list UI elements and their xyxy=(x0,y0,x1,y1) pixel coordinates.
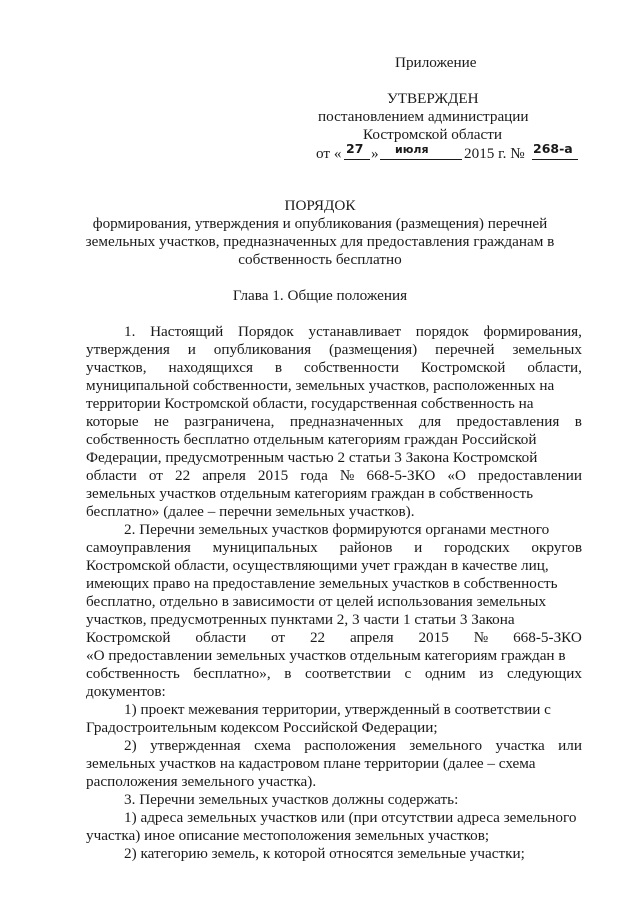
word: № xyxy=(339,467,355,484)
date-month: июля xyxy=(395,143,429,156)
word: области xyxy=(86,467,137,484)
word: от xyxy=(148,467,163,484)
word: 2015 xyxy=(418,629,449,646)
document-heading: ПОРЯДОК xyxy=(284,197,356,214)
subtitle-line-2: земельных участков, предназначенных для предоставления гражданам в xyxy=(85,233,555,250)
word: муниципальных xyxy=(212,539,318,556)
word: находящихся xyxy=(168,359,253,376)
word: не xyxy=(153,413,169,430)
word: городских xyxy=(443,539,510,556)
resolution-line-1: постановлением администрации xyxy=(318,108,529,125)
p2-line-7 xyxy=(86,629,582,647)
word: (размещения) xyxy=(328,341,418,358)
word: Порядок xyxy=(237,323,294,340)
date-month-underline xyxy=(380,159,462,160)
word: 668-5-ЗКО xyxy=(513,629,582,646)
word: или xyxy=(558,737,582,754)
word: года xyxy=(300,467,328,484)
date-number-underline xyxy=(532,159,578,160)
word: расположения xyxy=(304,737,396,754)
word: «О xyxy=(447,467,466,484)
word: устанавливает xyxy=(308,323,402,340)
word: области, xyxy=(527,359,582,376)
word: собственность xyxy=(86,665,180,682)
word: 2015 xyxy=(257,467,289,484)
word: Костромской xyxy=(420,359,506,376)
item1-line-2: Градостроительным кодексом Российской Федерации; xyxy=(86,719,438,736)
word: 668-5-ЗКО xyxy=(366,467,436,484)
word: земельных xyxy=(512,341,582,358)
p1-line-11: бесплатно» (далее – перечни земельных участков). xyxy=(86,503,415,520)
p2-line-8: «О предоставлении земельных участков отдельным категориям граждан в xyxy=(86,647,566,664)
subtitle-line-1: формирования, утверждения и опубликования (размещения) перечней xyxy=(92,215,548,232)
p2-line-1: 2. Перечни земельных участков формируются органами местного xyxy=(124,521,550,538)
p1-line-5: территории Костромской области, государственная собственность на xyxy=(86,395,534,412)
word: для xyxy=(418,413,442,430)
word: предоставлении xyxy=(478,467,582,484)
word: от xyxy=(271,629,286,646)
p2-line-10: документов: xyxy=(86,683,166,700)
p1-line-3 xyxy=(86,359,582,377)
p1-line-9 xyxy=(86,467,582,485)
word: № xyxy=(473,629,489,646)
word: одним xyxy=(424,665,466,682)
word: которые xyxy=(86,413,139,430)
word: соответствии xyxy=(305,665,391,682)
word: апреля xyxy=(202,467,246,484)
word: предназначенных xyxy=(289,413,404,430)
p3-line-1: 3. Перечни земельных участков должны содержать: xyxy=(124,791,459,808)
p3-item2-line-1: 2) категорию земель, к которой относятся земельные участки; xyxy=(124,845,525,862)
word: 2) xyxy=(124,737,137,754)
word: бесплатно», xyxy=(193,665,271,682)
word: в xyxy=(574,413,582,430)
date-day-underline xyxy=(344,159,370,160)
word: собственности xyxy=(303,359,399,376)
word: округов xyxy=(531,539,582,556)
subtitle-line-3: собственность бесплатно xyxy=(238,251,402,268)
approved-label: УТВЕРЖДЕН xyxy=(387,90,479,107)
p2-line-6: участков, предусмотренных пунктами 2, 3 части 1 статьи 3 Закона xyxy=(86,611,515,628)
p3-item1-line-2: участка) иное описание местоположения земельных участков; xyxy=(86,827,490,844)
word: и xyxy=(187,341,196,358)
item2-line-1 xyxy=(124,737,582,755)
word: из xyxy=(479,665,494,682)
word: апреля xyxy=(350,629,394,646)
word: области xyxy=(195,629,247,646)
word: земельного xyxy=(409,737,483,754)
date-prefix: от « xyxy=(316,145,342,162)
word: опубликования xyxy=(213,341,312,358)
p1-line-10: земельных участков отдельным категориям граждан в собственность xyxy=(86,485,534,502)
p2-line-3: Костромской области, осуществляющими учет граждан в качестве лиц, xyxy=(86,557,549,574)
p2-line-4: имеющих право на предоставление земельных участков в собственность xyxy=(86,575,558,592)
word: Костромской xyxy=(86,629,171,646)
date-mid: » xyxy=(371,145,379,162)
word: утверждения xyxy=(86,341,170,358)
p3-item1-line-1: 1) адреса земельных участков или (при отсутствии адреса земельного xyxy=(124,809,577,826)
word: районов xyxy=(339,539,393,556)
word: разграничена, xyxy=(184,413,275,430)
date-year: 2015 г. № xyxy=(464,145,525,162)
p1-line-4: муниципальной собственности, земельных участков, расположенных на xyxy=(86,377,555,394)
date-number: 268-а xyxy=(533,141,573,156)
p1-line-6 xyxy=(86,413,582,431)
p1-line-7: собственность бесплатно отдельным категориям граждан Российской xyxy=(86,431,537,448)
p1-line-8: Федерации, предусмотренным частью 2 статьи 3 Закона Костромской xyxy=(86,449,538,466)
p1-line-1 xyxy=(124,323,582,341)
word: порядок xyxy=(415,323,469,340)
word: 1. xyxy=(124,323,136,340)
word: участков, xyxy=(86,359,147,376)
item1-line-1: 1) проект межевания территории, утвержденный в соответствии с xyxy=(124,701,551,718)
word: утвержденная xyxy=(150,737,241,754)
p2-line-2 xyxy=(86,539,582,557)
word: схема xyxy=(254,737,291,754)
date-day: 27 xyxy=(346,141,364,156)
p2-line-9 xyxy=(86,665,582,683)
word: в xyxy=(274,359,283,376)
word: предоставления xyxy=(456,413,560,430)
word: участка xyxy=(495,737,545,754)
word: с xyxy=(404,665,412,682)
word: и xyxy=(414,539,423,556)
word: 22 xyxy=(309,629,326,646)
word: следующих xyxy=(507,665,582,682)
item2-line-3: расположения земельного участка). xyxy=(86,773,317,790)
word: перечней xyxy=(435,341,495,358)
appendix-label: Приложение xyxy=(395,54,477,71)
word: 22 xyxy=(174,467,191,484)
p2-line-5: бесплатно, отдельно в зависимости от целей использования земельных xyxy=(86,593,547,610)
word: Настоящий xyxy=(150,323,224,340)
word: формирования, xyxy=(483,323,582,340)
chapter-title: Глава 1. Общие положения xyxy=(232,287,408,304)
p1-line-2 xyxy=(86,341,582,359)
item2-line-2: земельных участков на кадастровом плане территории (далее – схема xyxy=(86,755,536,772)
resolution-line-2: Костромской области xyxy=(363,126,503,143)
word: самоуправления xyxy=(86,539,191,556)
word: в xyxy=(284,665,292,682)
